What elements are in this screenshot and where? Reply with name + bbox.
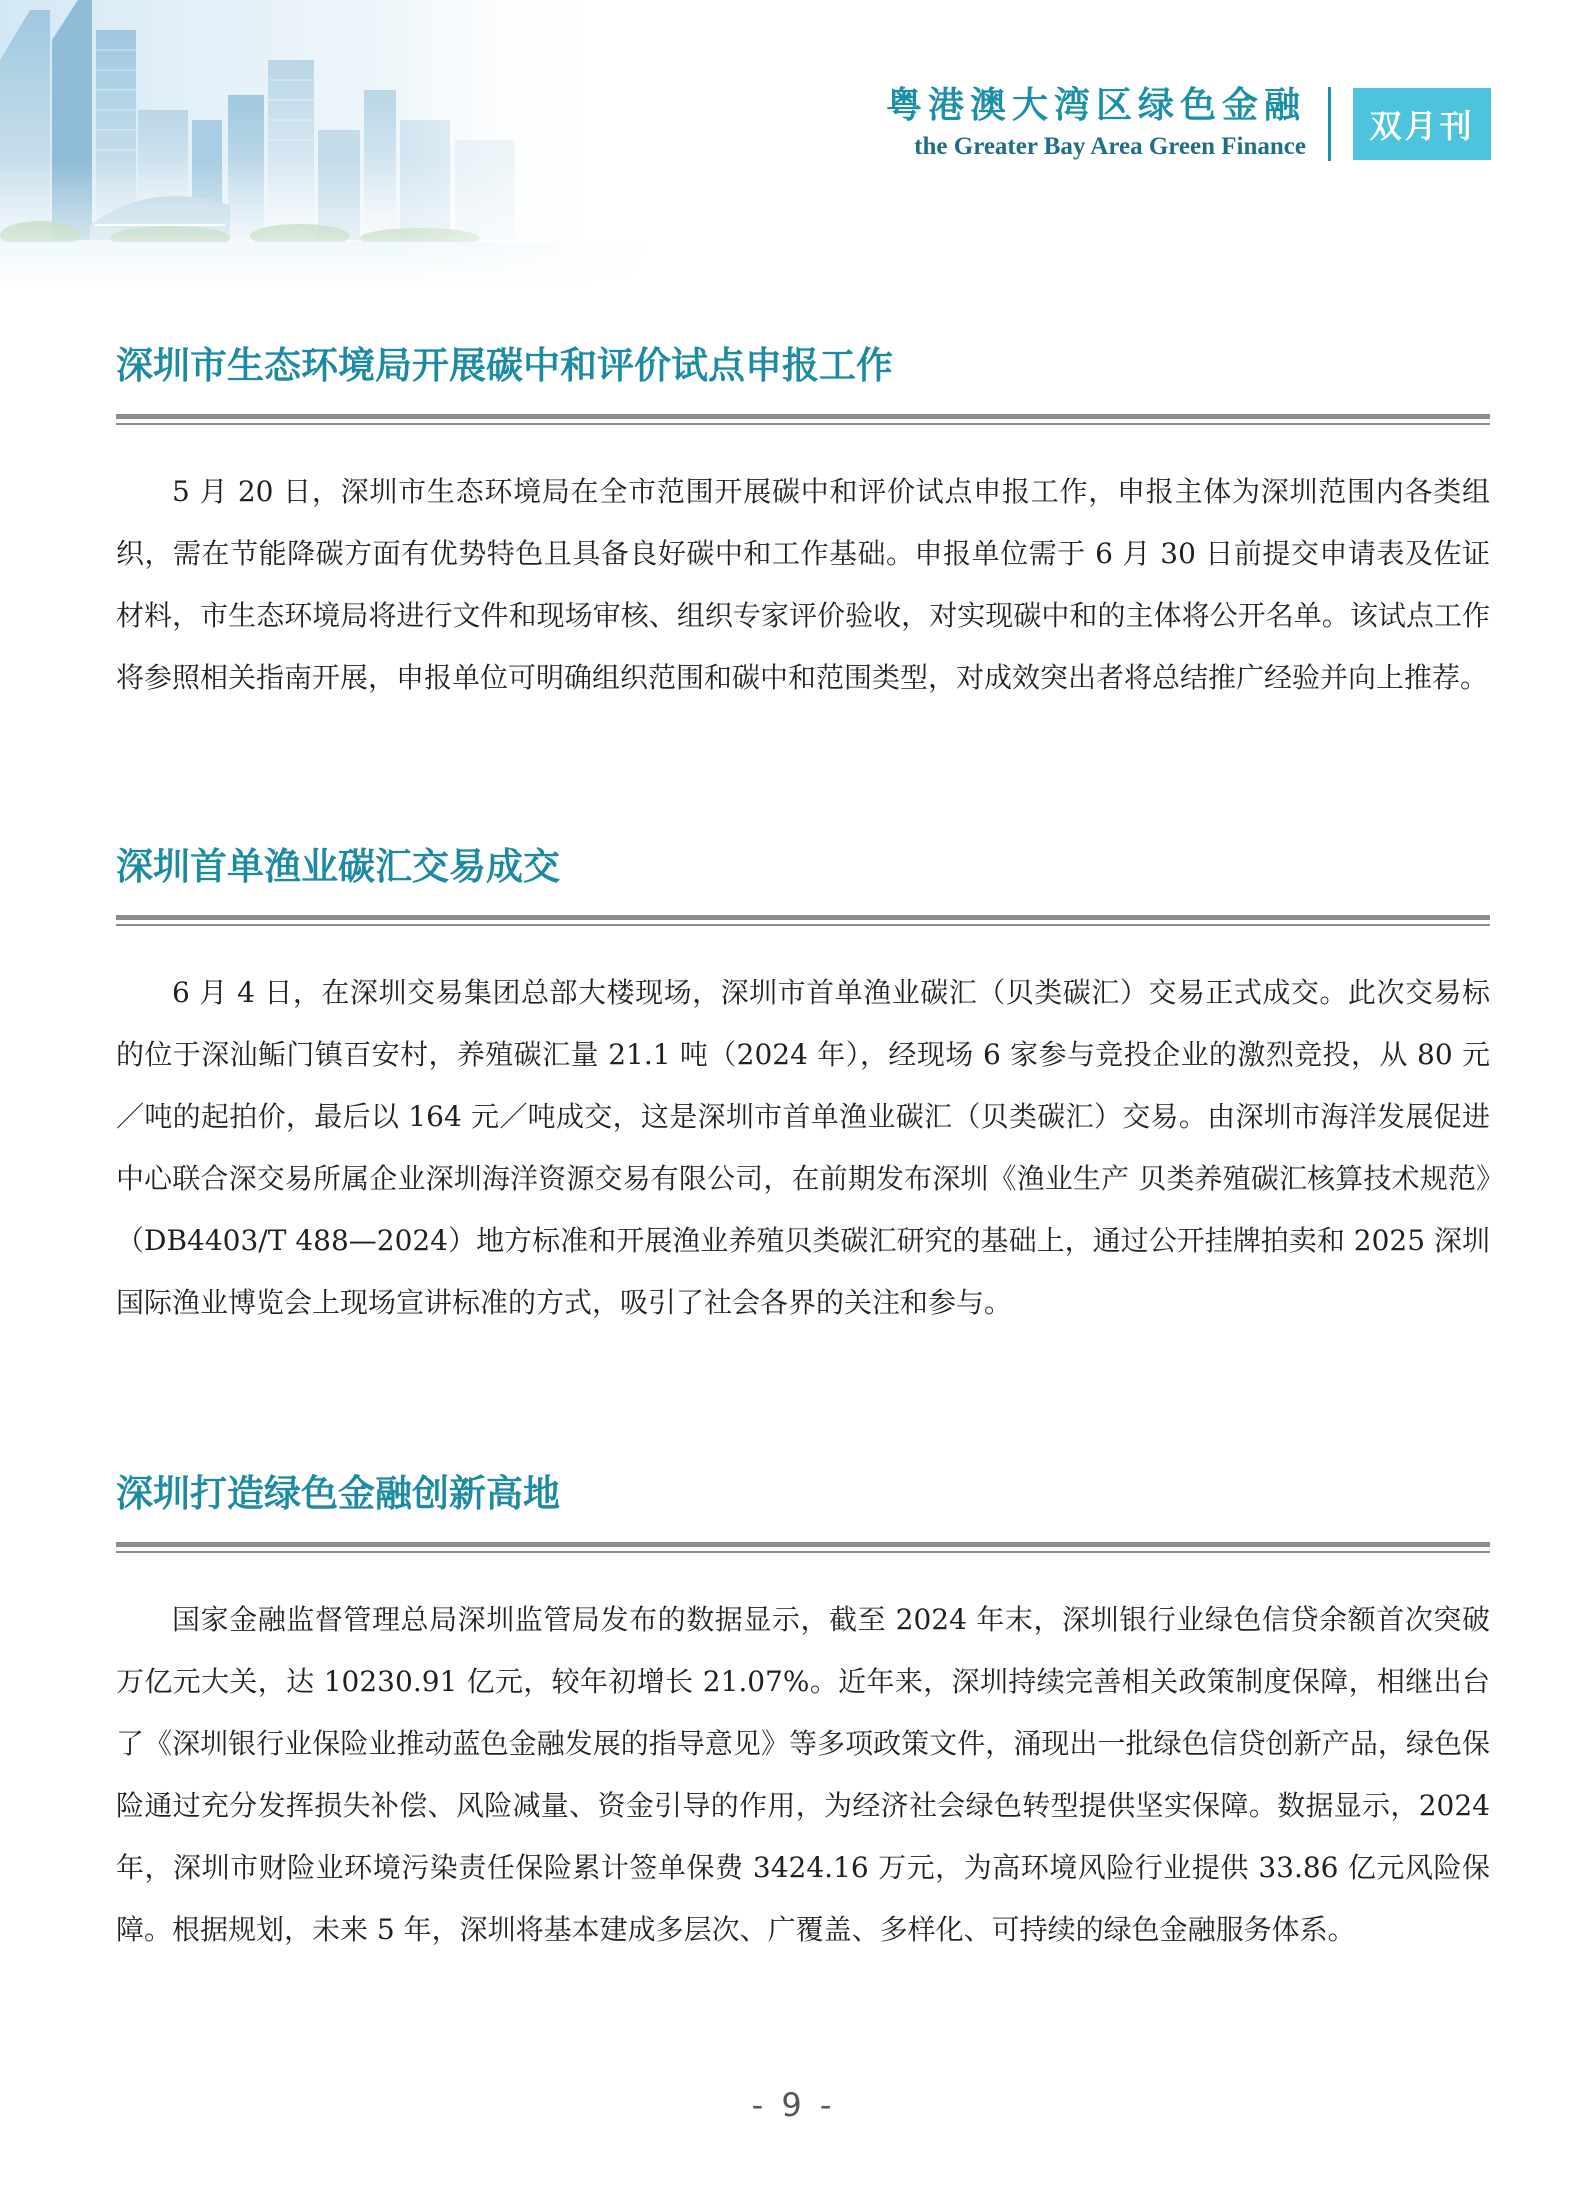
article-body: 6 月 4 日，在深圳交易集团总部大楼现场，深圳市首单渔业碳汇（贝类碳汇）交易正式成交。此次交易标的位于深汕鲘门镇百安村，养殖碳汇量 21.1 吨（2024 年），经现场 6 家参与竞投企业的激烈竞投，从 80 元／吨的起拍价，最后以 164 元／吨成交，这是深圳市首单渔业碳汇（贝类碳汇）交易。由深圳市海洋发展促进中心联合深交易所属企业深圳海洋资源交易有限公司，在前期发布深圳《渔业生产 贝类养殖碳汇核算技术规范》（DB4403/T 488—2024）地方标准和开展渔业养殖贝类碳汇研究的基础上，通过公开挂牌拍卖和 2025 深圳国际渔业博览会上现场宣讲标准的方式，吸引了社会各界的关注和参与。 xyxy=(116,976,1490,1319)
masthead-text xyxy=(886,84,1328,164)
article-fishery-carbon-sink xyxy=(116,841,1490,1334)
journal-masthead xyxy=(886,82,1491,166)
title-double-rule xyxy=(116,1542,1490,1555)
journal-title-en: the Greater Bay Area Green Finance xyxy=(914,133,1306,160)
city-skyline-illustration xyxy=(0,0,660,290)
article-green-finance-highland xyxy=(116,1468,1490,1961)
article-title: 深圳首单渔业碳汇交易成交 xyxy=(116,845,560,888)
page-number: - 9 - xyxy=(751,2086,836,2124)
title-double-rule xyxy=(116,414,1490,427)
journal-title-cn: 粤港澳大湾区绿色金融 xyxy=(885,85,1306,126)
article-carbon-neutral-pilot xyxy=(116,340,1490,709)
article-body: 国家金融监督管理总局深圳监管局发布的数据显示，截至 2024 年末，深圳银行业绿色信贷余额首次突破万亿元大关，达 10230.91 亿元，较年初增长 21.07%。近年来，深圳持续完善相关政策制度保障，相继出台了《深圳银行业保险业推动蓝色金融发展的指导意见》等多项政策文件，涌现出一批绿色信贷创新产品，绿色保险通过充分发挥损失补偿、风险减量、资金引导的作用，为经济社会绿色转型提供坚实保障。数据显示，2024 年，深圳市财险业环境污染责任保险累计签单保费 3424.16 万元，为高环境风险行业提供 33.86 亿元风险保障。根据规划，未来 5 年，深圳将基本建成多层次、广覆盖、多样化、可持续的绿色金融服务体系。 xyxy=(116,1603,1490,1946)
article-title: 深圳打造绿色金融创新高地 xyxy=(116,1472,560,1515)
article-body: 5 月 20 日，深圳市生态环境局在全市范围开展碳中和评价试点申报工作，申报主体为深圳范围内各类组织，需在节能降碳方面有优势特色且具备良好碳中和工作基础。申报单位需于 6 月 30 日前提交申请表及佐证材料，市生态环境局将进行文件和现场审核、组织专家评价验收，对实现碳中和的主体将公开名单。该试点工作将参照相关指南开展，申报单位可明确组织范围和碳中和范围类型，对成效突出者将总结推广经验并向上推荐。 xyxy=(116,475,1490,694)
article-title: 深圳市生态环境局开展碳中和评价试点申报工作 xyxy=(116,344,893,387)
title-double-rule xyxy=(116,915,1490,928)
masthead-divider xyxy=(1328,87,1331,161)
issue-frequency-badge: 双月刊 xyxy=(1353,88,1491,160)
